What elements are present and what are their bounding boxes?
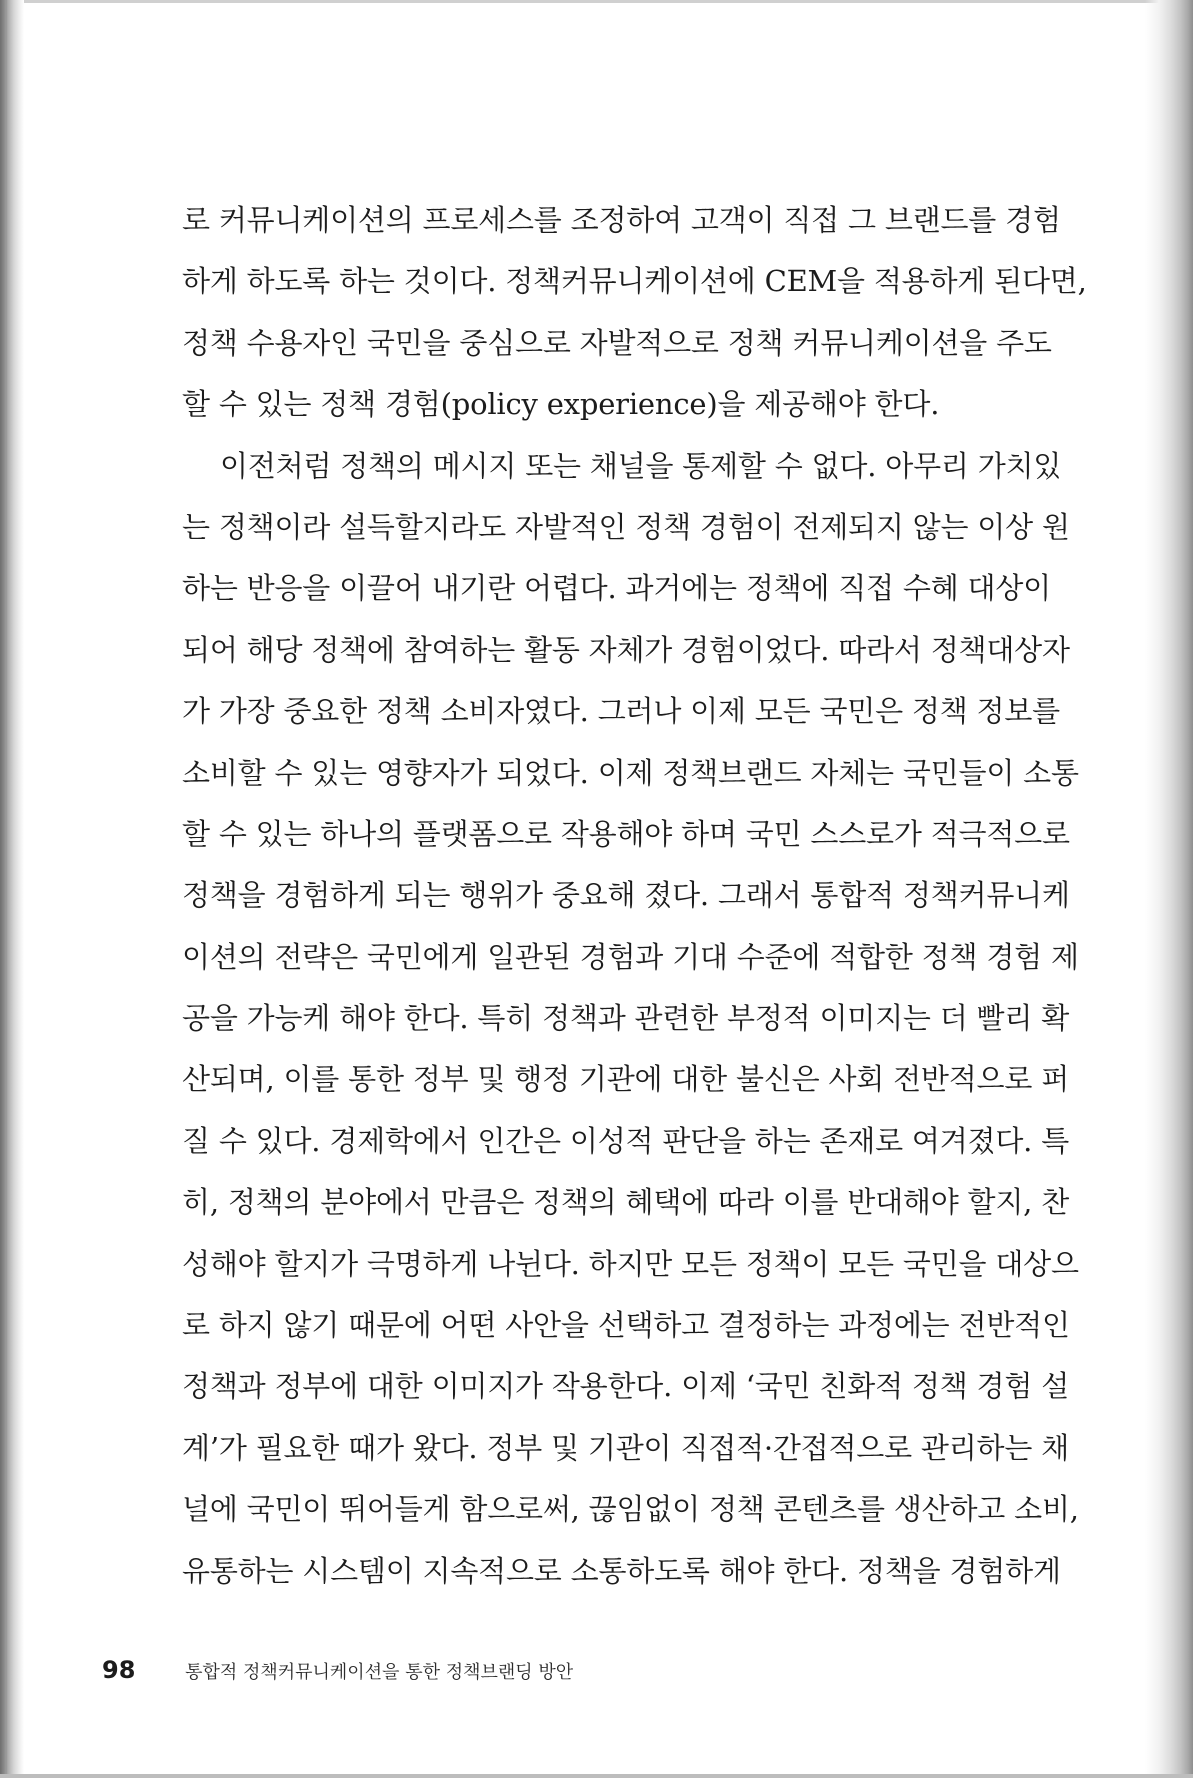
paragraph-first-line: 이전처럼 정책의 메시지 또는 채널을 통제할 수 없다. 아무리 가치있 xyxy=(220,448,1062,483)
running-title: 통합적 정책커뮤니케이션을 통한 정책브랜딩 방안 xyxy=(185,1662,574,1683)
text-line: 정책을 경험하게 되는 행위가 중요해 졌다. 그래서 통합적 정책커뮤니케 xyxy=(182,878,1070,913)
text-line: 하는 반응을 이끌어 내기란 어렵다. 과거에는 정책에 직접 수혜 대상이 xyxy=(182,571,1051,606)
text-line: 공을 가능케 해야 한다. 특히 정책과 관련한 부정적 이미지는 더 빨리 확 xyxy=(182,1001,1070,1036)
page-number: 98 xyxy=(102,1656,136,1684)
text-line: 성해야 할지가 극명하게 나뉜다. 하지만 모든 정책이 모든 국민을 대상으 xyxy=(182,1246,1079,1281)
page-bottom-edge xyxy=(0,1774,1193,1778)
text-line: 유통하는 시스템이 지속적으로 소통하도록 해야 한다. 정책을 경험하게 xyxy=(182,1553,1061,1588)
page-footer xyxy=(102,1652,573,1688)
page-top-edge xyxy=(0,0,1193,3)
text-line: 소비할 수 있는 영향자가 되었다. 이제 정책브랜드 자체는 국민들이 소통 xyxy=(182,755,1079,790)
body-text xyxy=(182,190,1087,1602)
text-line: 로 하지 않기 때문에 어떤 사안을 선택하고 결정하는 과정에는 전반적인 xyxy=(182,1308,1070,1343)
text-line: 정책 수용자인 국민을 중심으로 자발적으로 정책 커뮤니케이션을 주도 xyxy=(182,325,1052,360)
spine-line xyxy=(6,0,7,1778)
text-line: 는 정책이라 설득할지라도 자발적인 정책 경험이 전제되지 않는 이상 원 xyxy=(182,509,1070,544)
text-line: 로 커뮤니케이션의 프로세스를 조정하여 고객이 직접 그 브랜드를 경험 xyxy=(182,203,1061,237)
text-line: 산되며, 이를 통한 정부 및 행정 기관에 대한 불신은 사회 전반적으로 퍼 xyxy=(182,1062,1070,1097)
text-line: 하게 하도록 하는 것이다. 정책커뮤니케이션에 CEM을 적용하게 된다면, xyxy=(182,264,1087,299)
text-line: 계’가 필요한 때가 왔다. 정부 및 기관이 직접적·간접적으로 관리하는 채 xyxy=(182,1430,1070,1465)
text-line: 되어 해당 정책에 참여하는 활동 자체가 경험이었다. 따라서 정책대상자 xyxy=(182,632,1070,667)
text-line: 이션의 전략은 국민에게 일관된 경험과 기대 수준에 적합한 정책 경험 제 xyxy=(182,939,1079,974)
text-line: 할 수 있는 하나의 플랫폼으로 작용해야 하며 국민 스스로가 적극적으로 xyxy=(182,816,1070,851)
text-line: 히, 정책의 분야에서 만큼은 정책의 혜택에 따라 이를 반대해야 할지, 찬 xyxy=(182,1185,1070,1220)
text-line: 정책과 정부에 대한 이미지가 작용한다. 이제 ‘국민 친화적 정책 경험 설 xyxy=(182,1369,1070,1404)
text-line: 널에 국민이 뛰어들게 함으로써, 끊임없이 정책 콘텐츠를 생산하고 소비, xyxy=(182,1492,1079,1527)
text-line: 질 수 있다. 경제학에서 인간은 이성적 판단을 하는 존재로 여겨졌다. 특 xyxy=(182,1123,1070,1158)
text-line: 가 가장 중요한 정책 소비자였다. 그러나 이제 모든 국민은 정책 정보를 xyxy=(182,694,1060,729)
text-line: 할 수 있는 정책 경험(policy experience)을 제공해야 한다. xyxy=(182,387,940,422)
book-spine-edge xyxy=(0,0,24,1778)
page-right-shadow xyxy=(1145,0,1193,1778)
